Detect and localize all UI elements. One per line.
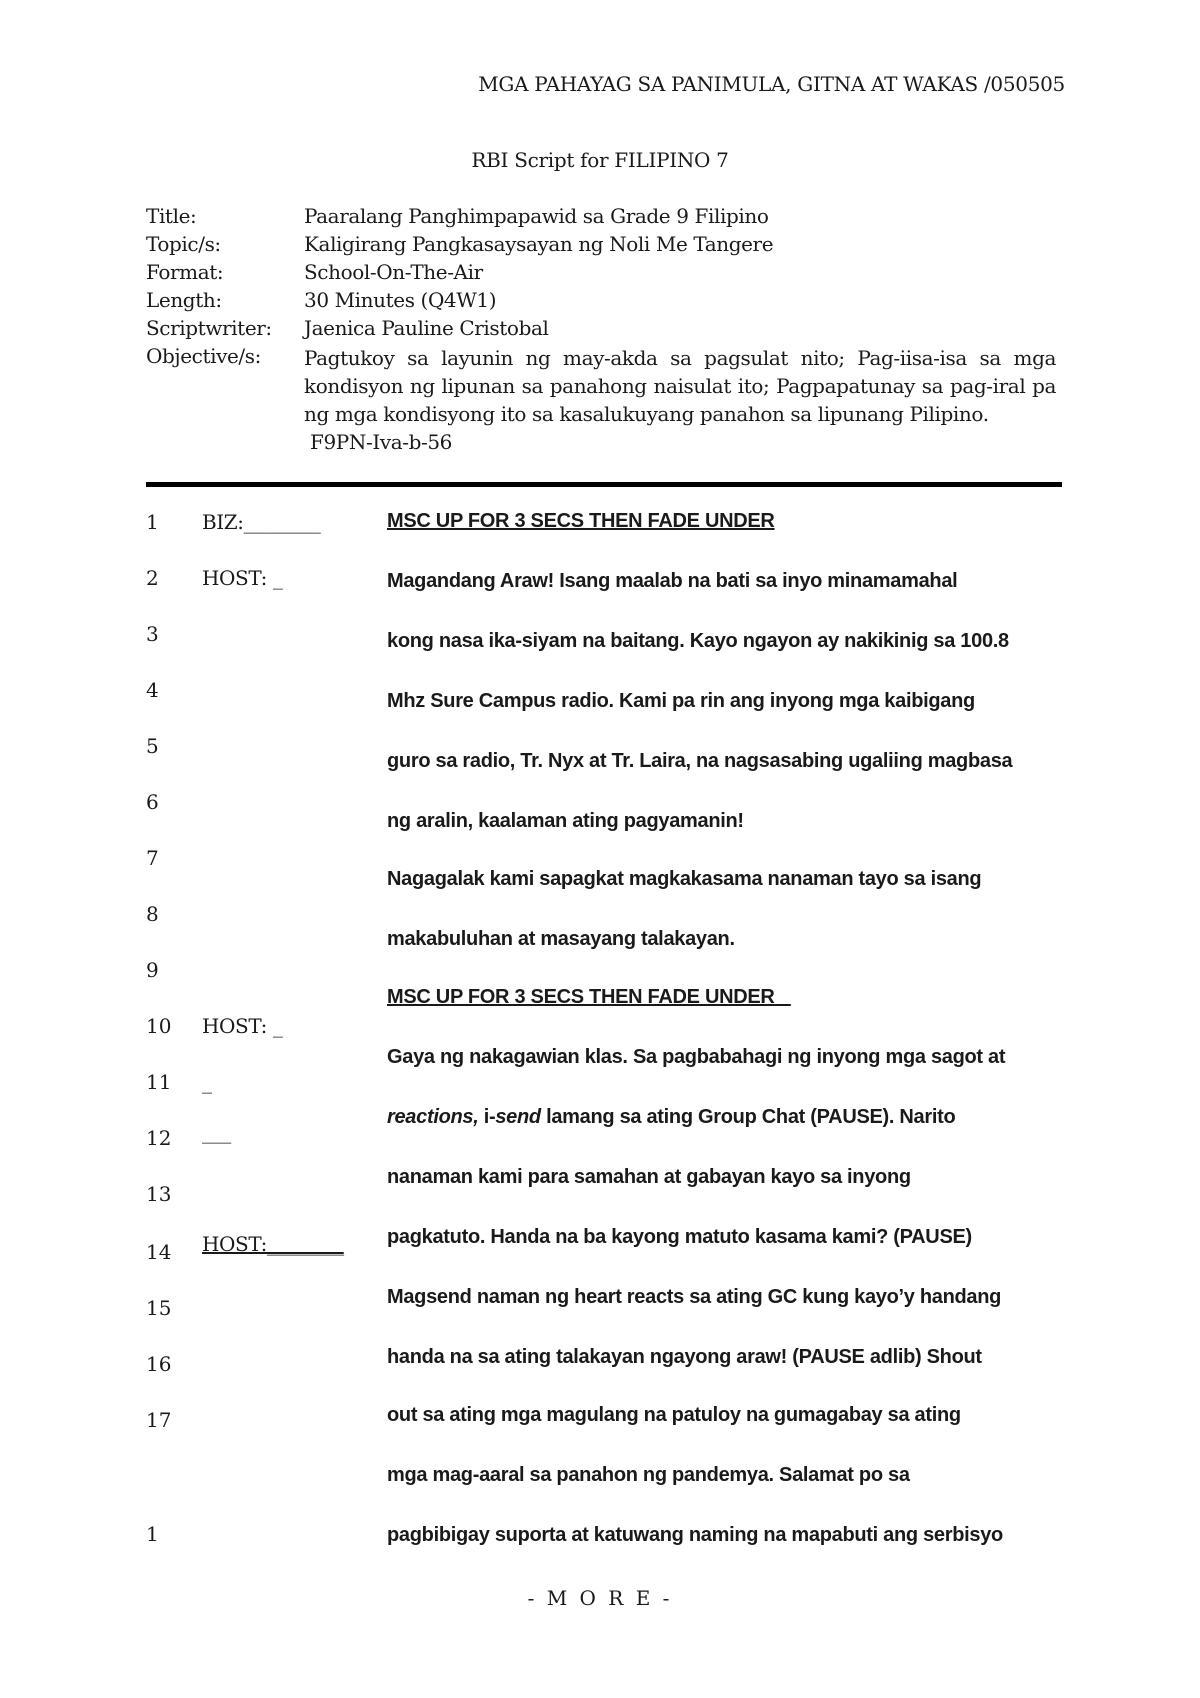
line-number: 9 [146,958,159,982]
speaker-host: HOST: _ [202,566,283,590]
script-line: Magandang Araw! Isang maalab na bati sa inyo minamamahal [387,570,958,592]
script-line: Nagagalak kami sapagkat magkakasama nanaman tayo sa isang [387,868,982,890]
meta-format-label: Format: [146,260,224,284]
footer-more: - M O R E - [527,1586,673,1610]
script-line: makabuluhan at masayang talakayan. [387,928,735,950]
meta-scriptwriter-value: Jaenica Pauline Cristobal [304,316,549,340]
meta-topic-value: Kaligirang Pangkasaysayan ng Noli Me Tangere [304,232,774,256]
line-number: 2 [146,566,159,590]
meta-length-label: Length: [146,288,222,312]
script-emphasis: reactions, [387,1106,479,1128]
meta-objective-label: Objective/s: [146,344,261,368]
section-divider [146,482,1062,487]
meta-title-label: Title: [146,204,197,228]
script-line [387,1106,955,1129]
script-line: nanaman kami para samahan at gabayan kayo sa inyong [387,1166,911,1188]
script-heading: RBI Script for FILIPINO 7 [471,148,729,172]
script-line: guro sa radio, Tr. Nyx at Tr. Laira, na nagsasabing ugaliing magbasa [387,750,1013,772]
script-line: pagkatuto. Handa na ba kayong matuto kasama kami? (PAUSE) [387,1226,972,1248]
document-header: MGA PAHAYAG SA PANIMULA, GITNA AT WAKAS /050505 [478,72,1065,96]
script-line: kong nasa ika-siyam na baitang. Kayo ngayon ay nakikinig sa 100.8 [387,630,1009,652]
line-number: 8 [146,902,159,926]
script-cue-text: MSC UP FOR 3 SECS THEN FADE UNDER [387,510,775,532]
speaker-host: HOST:________ [202,1232,344,1256]
line-number: 15 [146,1296,172,1320]
line-number: 17 [146,1408,172,1432]
script-line: mga mag-aaral sa panahon ng pandemya. Salamat po sa [387,1464,910,1486]
line-number: 6 [146,790,159,814]
line-number: 10 [146,1014,172,1038]
meta-length-value: 30 Minutes (Q4W1) [304,288,497,312]
line-number: 11 [146,1070,172,1094]
script-line: Mhz Sure Campus radio. Kami pa rin ang inyong mga kaibigang [387,690,975,712]
line-number: 5 [146,734,159,758]
script-line: Gaya ng nakagawian klas. Sa pagbabahagi ng inyong mga sagot at [387,1046,1006,1068]
script-emphasis: send [495,1106,541,1128]
speaker-host: HOST: _ [202,1014,283,1038]
script-line: pagbibigay suporta at katuwang naming na mapabuti ang serbisyo [387,1524,1003,1546]
meta-title-value: Paaralang Panghimpapawid sa Grade 9 Filipino [304,204,769,228]
meta-topic-label: Topic/s: [146,232,221,256]
line-number: 13 [146,1182,172,1206]
line-number: 7 [146,846,159,870]
speaker-blank: _ [202,1070,212,1094]
script-text: lamang sa ating Group Chat (PAUSE). Narito [540,1106,956,1128]
script-text: i- [478,1106,496,1128]
line-number: 12 [146,1126,172,1150]
script-line: handa na sa ating talakayan ngayong araw! (PAUSE adlib) Shout [387,1346,982,1368]
script-line: ng aralin, kaalaman ating pagyamanin! [387,810,744,832]
line-number: 1 [146,1522,159,1546]
meta-format-value: School-On-The-Air [304,260,483,284]
meta-scriptwriter-label: Scriptwriter: [146,316,272,340]
script-cue-music [387,510,775,533]
line-number: 1 [146,510,159,534]
line-number: 4 [146,678,159,702]
meta-objective-value: Pagtukoy sa layunin ng may-akda sa pagsulat nito; Pag-iisa-isa sa mga kondisyon ng lipunan sa panahong naisulat ito; Pagpapatunay sa pag-iral pa ng mga kondisyong ito sa kasalukuyang panahon sa lipunang Pilipino. [304,346,1056,426]
script-cue-text: MSC UP FOR 3 SECS THEN FADE UNDER [387,986,775,1008]
meta-competency-code: F9PN-Iva-b-56 [310,430,453,454]
speaker-blank: ___ [202,1120,231,1144]
line-number: 3 [146,622,159,646]
script-cue-music [387,986,791,1009]
script-line: out sa ating mga magulang na patuloy na gumagabay sa ating [387,1404,961,1426]
line-number: 14 [146,1240,172,1264]
script-line: Magsend naman ng heart reacts sa ating GC kung kayo’y handang [387,1286,1002,1308]
line-number: 16 [146,1352,172,1376]
script-cue-tail: _ [774,986,791,1008]
speaker-biz: BIZ:________ [202,510,321,534]
